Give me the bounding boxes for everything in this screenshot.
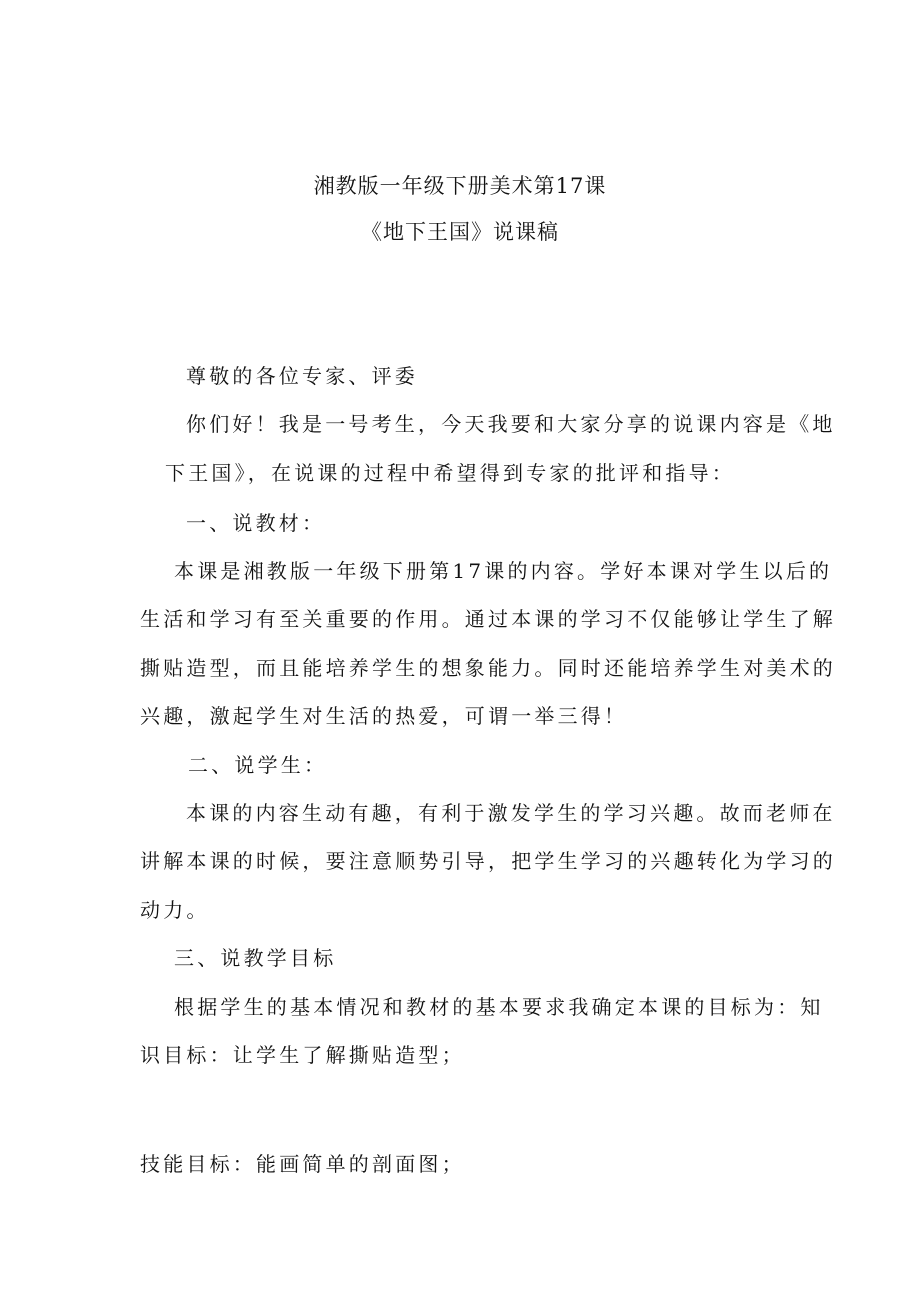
paragraph-line: 兴趣，激起学生对生活的热爱，可谓一举三得！ <box>140 704 628 728</box>
paragraph-line: 动力。 <box>140 898 210 922</box>
paragraph-line: 根据学生的基本情况和教材的基本要求我确定本课的目标为：知 <box>174 995 824 1019</box>
section-heading-teaching-material: 一、说教材： <box>186 511 326 535</box>
paragraph-line: 本课的内容生动有趣，有利于激发学生的学习兴趣。故而老师在 <box>186 801 836 825</box>
paragraph-line: 生活和学习有至关重要的作用。通过本课的学习不仅能够让学生了解 <box>140 607 836 631</box>
intro-line-1: 你们好！我是一号考生，今天我要和大家分享的说课内容是《地 <box>186 412 836 436</box>
paragraph-line: 撕贴造型，而且能培养学生的想象能力。同时还能培养学生对美术的 <box>140 656 836 680</box>
document-title-line-2: 《地下王国》说课稿 <box>361 220 559 244</box>
paragraph-line: 本课是湘教版一年级下册第17课的内容。学好本课对学生以后的 <box>174 559 833 583</box>
section-heading-teaching-goals: 三、说教学目标 <box>174 946 337 970</box>
greeting-line: 尊敬的各位专家、评委 <box>186 364 418 388</box>
paragraph-line: 讲解本课的时候，要注意顺势引导，把学生学习的兴趣转化为学习的 <box>140 849 836 873</box>
document-title-line-1: 湘教版一年级下册美术第17课 <box>313 174 607 198</box>
skill-goal-line: 技能目标：能画简单的剖面图； <box>140 1152 465 1176</box>
section-heading-students: 二、说学生： <box>188 753 328 777</box>
paragraph-line: 识目标：让学生了解撕贴造型； <box>140 1043 465 1067</box>
intro-line-2: 下王国》，在说课的过程中希望得到专家的批评和指导： <box>165 461 735 485</box>
